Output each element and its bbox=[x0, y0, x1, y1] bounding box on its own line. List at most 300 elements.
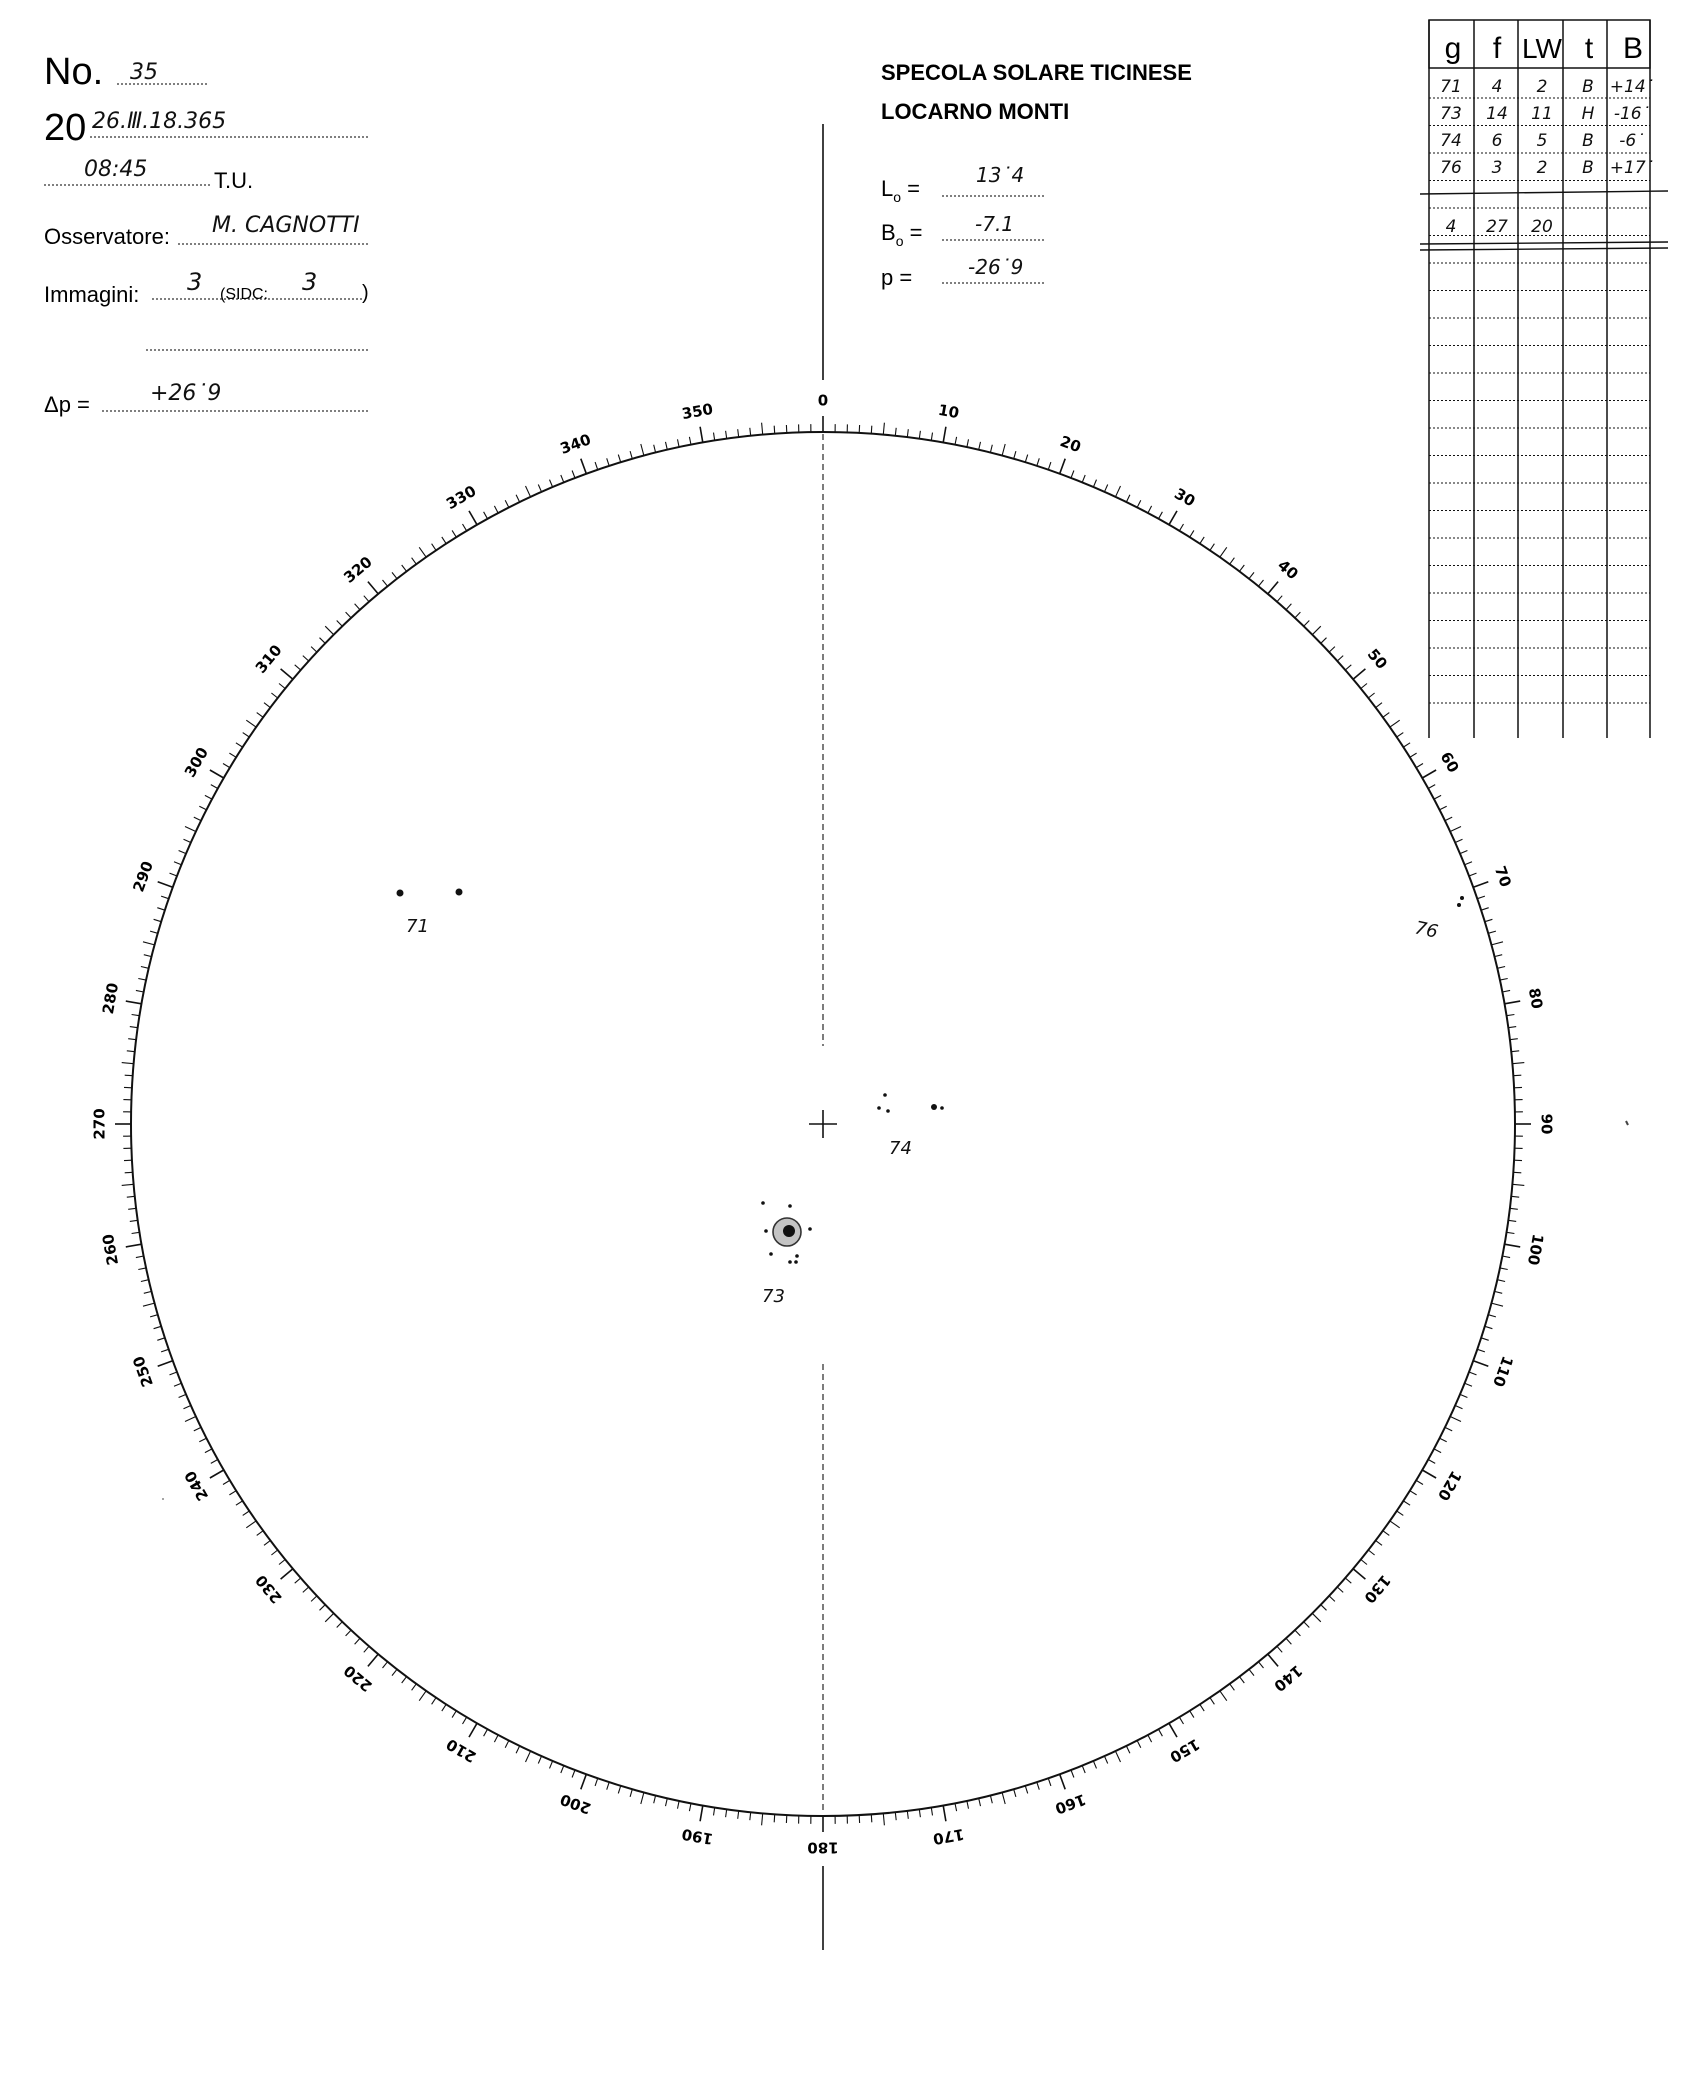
degree-tick bbox=[1513, 1075, 1521, 1076]
degree-tick bbox=[1230, 558, 1235, 565]
cell-f[interactable]: 6 bbox=[1491, 131, 1503, 151]
ephemeris bbox=[881, 163, 1045, 290]
degree-tick bbox=[1002, 1792, 1005, 1804]
degree-tick bbox=[236, 1501, 243, 1505]
degree-tick bbox=[1116, 486, 1121, 497]
degree-tick bbox=[1390, 1521, 1400, 1528]
cell-f[interactable]: 4 bbox=[1491, 77, 1503, 97]
sunspot bbox=[1457, 903, 1461, 907]
degree-tick bbox=[630, 1789, 632, 1797]
sunspot bbox=[788, 1204, 792, 1208]
degree-tick bbox=[1469, 873, 1477, 876]
degree-tick bbox=[1485, 1326, 1493, 1328]
degree-tick bbox=[1345, 665, 1351, 670]
degree-tick bbox=[666, 1798, 668, 1806]
sunspot bbox=[761, 1201, 765, 1205]
degree-tick bbox=[1510, 1208, 1518, 1209]
degree-tick bbox=[1494, 955, 1502, 957]
sunspot-group-73[interactable] bbox=[761, 1201, 812, 1307]
degree-tick bbox=[1105, 1756, 1108, 1763]
degree-tick bbox=[762, 423, 763, 435]
degree-tick bbox=[1321, 638, 1327, 644]
degree-tick bbox=[1376, 1541, 1382, 1546]
b0-value[interactable]: -7.1 bbox=[975, 212, 1015, 236]
degree-tick bbox=[1460, 1394, 1467, 1397]
degree-tick bbox=[185, 827, 196, 832]
degree-tick bbox=[174, 1383, 181, 1386]
degree-tick bbox=[143, 942, 155, 945]
degree-tick bbox=[1312, 626, 1321, 635]
degree-tick bbox=[774, 426, 775, 434]
degree-tick bbox=[550, 480, 553, 487]
degree-tick bbox=[1137, 1741, 1141, 1748]
degree-tick bbox=[1329, 1596, 1335, 1602]
degree-tick bbox=[125, 1075, 133, 1076]
sunspot bbox=[931, 1104, 937, 1110]
degree-tick bbox=[1093, 1761, 1096, 1768]
degree-tick bbox=[726, 431, 727, 439]
degree-tick bbox=[1071, 471, 1074, 479]
degree-tick bbox=[907, 1811, 908, 1819]
observation-form bbox=[44, 51, 369, 417]
degree-tick bbox=[205, 795, 212, 799]
degree-tick bbox=[364, 1646, 369, 1652]
header-g: g bbox=[1444, 32, 1462, 65]
degree-label: 170 bbox=[931, 1824, 966, 1849]
sunspot bbox=[877, 1106, 881, 1110]
degree-tick bbox=[774, 1814, 775, 1822]
group-label-74: 74 bbox=[889, 1138, 912, 1159]
degree-tick bbox=[990, 1795, 992, 1803]
degree-tick bbox=[1321, 1605, 1327, 1611]
degree-tick bbox=[158, 1361, 173, 1367]
images-label: Immagini: bbox=[44, 282, 140, 307]
degree-tick bbox=[264, 703, 270, 708]
degree-tick bbox=[469, 1723, 477, 1737]
degree-tick bbox=[1345, 1578, 1351, 1583]
degree-tick bbox=[1469, 1372, 1477, 1375]
header-b: B bbox=[1622, 32, 1644, 65]
degree-tick bbox=[392, 572, 397, 578]
degree-label: 210 bbox=[443, 1734, 480, 1767]
degree-tick bbox=[666, 442, 668, 450]
degree-tick bbox=[572, 471, 575, 479]
degree-tick bbox=[1126, 495, 1130, 502]
degree-tick bbox=[1440, 1438, 1447, 1442]
degree-tick bbox=[505, 500, 509, 507]
degree-tick bbox=[1450, 1417, 1461, 1422]
degree-tick bbox=[128, 1208, 136, 1209]
degree-tick bbox=[1071, 1770, 1074, 1778]
sunspot bbox=[886, 1109, 890, 1113]
degree-tick bbox=[320, 638, 326, 644]
degree-tick bbox=[463, 1717, 467, 1724]
degree-tick bbox=[355, 1638, 360, 1644]
b0-label: $B_o$ = bbox=[881, 220, 923, 249]
degree-tick bbox=[122, 1184, 134, 1185]
center-cross bbox=[809, 1110, 837, 1138]
degree-tick bbox=[1220, 547, 1227, 557]
degree-tick bbox=[1268, 1654, 1278, 1666]
degree-tick bbox=[1481, 908, 1489, 911]
degree-tick bbox=[157, 1338, 165, 1341]
cell-lw[interactable]: 5 bbox=[1536, 131, 1548, 151]
degree-tick bbox=[919, 1809, 920, 1817]
degree-tick bbox=[1455, 839, 1462, 842]
cell-b[interactable]: -16˙ bbox=[1613, 104, 1651, 124]
cell-g[interactable]: 76 bbox=[1440, 158, 1462, 178]
degree-tick bbox=[1450, 827, 1461, 832]
degree-tick bbox=[1082, 475, 1085, 482]
degree-tick bbox=[750, 428, 751, 436]
degree-tick bbox=[223, 1480, 230, 1484]
degree-label: 130 bbox=[1360, 1571, 1395, 1607]
degree-tick bbox=[1116, 1751, 1121, 1762]
degree-tick bbox=[1312, 1613, 1321, 1622]
cell-t[interactable]: B bbox=[1582, 131, 1594, 151]
degree-tick bbox=[325, 626, 334, 635]
degree-tick bbox=[311, 1596, 317, 1602]
degree-tick bbox=[346, 1630, 352, 1636]
degree-tick bbox=[246, 720, 256, 727]
degree-label: 140 bbox=[1270, 1661, 1306, 1696]
degree-tick bbox=[1025, 455, 1027, 463]
degree-tick bbox=[194, 1427, 201, 1431]
cell-f[interactable]: 3 bbox=[1491, 158, 1503, 178]
degree-tick bbox=[432, 544, 436, 551]
degree-tick bbox=[714, 1808, 715, 1816]
degree-tick bbox=[264, 1541, 270, 1546]
degree-tick bbox=[1295, 1630, 1301, 1636]
degree-tick bbox=[170, 1372, 178, 1375]
sidc-value[interactable]: 3 bbox=[302, 268, 318, 296]
degree-tick bbox=[279, 1560, 285, 1565]
degree-tick bbox=[538, 1756, 541, 1763]
degree-tick bbox=[1295, 612, 1301, 618]
degree-tick bbox=[654, 445, 656, 453]
observer-value[interactable]: M. CAGNOTTI bbox=[212, 213, 360, 238]
cell-g[interactable]: 71 bbox=[1440, 77, 1462, 97]
degree-tick bbox=[419, 547, 426, 557]
degree-label: 190 bbox=[680, 1824, 715, 1849]
degree-tick bbox=[883, 1813, 884, 1825]
degree-tick bbox=[581, 459, 587, 474]
degree-tick bbox=[1048, 1778, 1051, 1786]
degree-tick bbox=[484, 512, 488, 519]
degree-label: 180 bbox=[807, 1838, 839, 1857]
degree-tick bbox=[337, 1622, 343, 1628]
degree-tick bbox=[1502, 990, 1510, 992]
cell-t[interactable]: B bbox=[1582, 77, 1594, 97]
degree-tick bbox=[279, 684, 285, 689]
degree-tick bbox=[1434, 795, 1441, 799]
sunspot bbox=[808, 1227, 812, 1231]
degree-tick bbox=[1505, 1244, 1521, 1247]
degree-tick bbox=[1410, 1491, 1417, 1495]
degree-label: 80 bbox=[1524, 986, 1547, 1011]
degree-tick bbox=[1337, 1587, 1343, 1592]
degree-tick bbox=[1014, 451, 1016, 459]
stray-mark bbox=[1626, 1121, 1628, 1125]
total-lw[interactable]: 20 bbox=[1531, 217, 1553, 237]
degree-tick bbox=[126, 1001, 142, 1004]
degree-label: 150 bbox=[1166, 1734, 1203, 1767]
table-totals-row bbox=[1446, 217, 1553, 237]
degree-tick bbox=[127, 1051, 135, 1052]
degree-tick bbox=[1105, 485, 1108, 492]
number-label: No. bbox=[44, 51, 104, 93]
table-rules bbox=[1420, 20, 1668, 738]
degree-tick bbox=[1505, 1001, 1521, 1004]
sunspot-group-71[interactable] bbox=[397, 889, 463, 938]
degree-tick bbox=[561, 475, 564, 482]
degree-tick bbox=[1277, 596, 1282, 602]
group-label-76: 76 bbox=[1412, 917, 1440, 943]
cell-b[interactable]: +14˙ bbox=[1609, 77, 1655, 97]
cell-t[interactable]: B bbox=[1582, 158, 1594, 178]
degree-tick bbox=[895, 1812, 896, 1820]
degree-tick bbox=[1465, 862, 1472, 865]
degree-tick bbox=[990, 445, 992, 453]
degree-tick bbox=[1190, 1711, 1194, 1718]
degree-tick bbox=[1179, 1717, 1183, 1724]
degree-tick bbox=[1220, 1691, 1227, 1701]
degree-tick bbox=[895, 428, 896, 436]
sunspot bbox=[794, 1260, 798, 1264]
degree-tick bbox=[1240, 1677, 1245, 1683]
degree-tick bbox=[128, 1039, 136, 1040]
degree-tick bbox=[174, 862, 181, 865]
degree-tick bbox=[1093, 480, 1096, 487]
l0-value[interactable]: 13˙4 bbox=[976, 163, 1025, 187]
degree-tick bbox=[1511, 1051, 1519, 1052]
degree-tick bbox=[1368, 693, 1374, 698]
degree-tick bbox=[136, 1256, 144, 1258]
cell-lw[interactable]: 11 bbox=[1531, 104, 1553, 124]
degree-tick bbox=[1508, 1027, 1516, 1028]
degree-tick bbox=[871, 426, 872, 434]
degree-tick bbox=[223, 764, 230, 768]
degree-label: 70 bbox=[1490, 863, 1515, 890]
degree-label: 30 bbox=[1171, 484, 1199, 511]
degree-tick bbox=[1353, 669, 1365, 679]
degree-tick bbox=[1491, 942, 1503, 945]
degree-tick bbox=[144, 1291, 152, 1293]
degree-tick bbox=[1428, 1460, 1435, 1464]
cell-lw[interactable]: 2 bbox=[1536, 158, 1548, 178]
degree-tick bbox=[738, 1811, 739, 1819]
degree-tick bbox=[1190, 530, 1194, 537]
degree-tick bbox=[127, 1196, 135, 1197]
degree-tick bbox=[1410, 753, 1417, 757]
header-t: t bbox=[1584, 32, 1594, 65]
degree-tick bbox=[572, 1770, 575, 1778]
degree-tick bbox=[1383, 713, 1390, 718]
degree-tick bbox=[1390, 720, 1400, 727]
degree-tick bbox=[1037, 1782, 1040, 1790]
degree-label: 90 bbox=[1537, 1113, 1556, 1135]
degree-tick bbox=[1416, 764, 1423, 768]
degree-label: 0 bbox=[817, 391, 829, 410]
sunspot-group-76[interactable] bbox=[1413, 896, 1464, 943]
degree-tick bbox=[1159, 512, 1163, 519]
sunspot bbox=[940, 1106, 944, 1110]
degree-tick bbox=[1500, 979, 1508, 981]
total-spots[interactable]: 27 bbox=[1486, 217, 1508, 237]
degree-tick bbox=[1422, 770, 1436, 778]
cell-g[interactable]: 74 bbox=[1440, 131, 1462, 151]
degree-tick bbox=[469, 511, 477, 525]
cell-t[interactable]: H bbox=[1581, 104, 1595, 124]
sunspot-group-74[interactable] bbox=[877, 1093, 944, 1159]
degree-tick bbox=[1460, 851, 1467, 854]
degree-label: 340 bbox=[557, 430, 594, 458]
degree-tick bbox=[138, 979, 146, 981]
cell-lw[interactable]: 2 bbox=[1536, 77, 1548, 97]
degree-label: 290 bbox=[129, 858, 157, 895]
degree-tick bbox=[1376, 703, 1382, 708]
degree-tick bbox=[210, 1470, 224, 1478]
number-value[interactable]: 35 bbox=[130, 60, 158, 85]
degree-tick bbox=[484, 1729, 488, 1736]
degree-label: 250 bbox=[129, 1353, 157, 1390]
degree-tick bbox=[303, 656, 309, 661]
observatory-location: LOCARNO MONTI bbox=[881, 99, 1070, 124]
degree-tick bbox=[412, 1684, 417, 1691]
total-groups[interactable]: 4 bbox=[1445, 217, 1457, 237]
degree-label: 160 bbox=[1052, 1790, 1089, 1818]
degree-tick bbox=[271, 693, 277, 698]
degree-tick bbox=[618, 455, 620, 463]
degree-tick bbox=[1240, 565, 1245, 571]
images-value[interactable]: 3 bbox=[187, 268, 203, 296]
degree-tick bbox=[1494, 1291, 1502, 1293]
table-separator-rule bbox=[1420, 248, 1668, 250]
degree-tick bbox=[368, 1654, 378, 1666]
degree-tick bbox=[1159, 1729, 1163, 1736]
degree-tick bbox=[158, 882, 173, 888]
degree-tick bbox=[1512, 1063, 1524, 1064]
degree-tick bbox=[337, 621, 343, 627]
time-value[interactable]: 08:45 bbox=[84, 157, 148, 182]
degree-tick bbox=[161, 1349, 169, 1352]
degree-tick bbox=[1200, 1704, 1204, 1711]
sunspot bbox=[456, 889, 463, 896]
degree-tick bbox=[442, 1704, 446, 1711]
table-row bbox=[1440, 77, 1654, 97]
degree-tick bbox=[955, 1803, 957, 1811]
date-value[interactable]: 26.Ⅲ.18.365 bbox=[92, 109, 227, 134]
sidc-label: (SIDC: bbox=[220, 286, 268, 303]
table-row bbox=[1440, 131, 1645, 151]
degree-tick bbox=[1002, 444, 1005, 456]
degree-tick bbox=[607, 1782, 610, 1790]
observatory-name: SPECOLA SOLARE TICINESE bbox=[881, 60, 1192, 85]
degree-tick bbox=[1210, 544, 1214, 551]
degree-tick bbox=[185, 1417, 196, 1422]
p-value[interactable]: -26˙9 bbox=[968, 255, 1024, 279]
degree-tick bbox=[126, 1244, 142, 1247]
delta-p-label: Δp = bbox=[44, 392, 90, 417]
degree-tick bbox=[346, 612, 352, 618]
degree-tick bbox=[1455, 1406, 1462, 1409]
degree-label: 350 bbox=[680, 399, 715, 424]
degree-tick bbox=[184, 1406, 191, 1409]
degree-tick bbox=[1148, 506, 1152, 513]
solar-disk bbox=[91, 392, 1556, 1857]
degree-tick bbox=[607, 458, 610, 466]
degree-tick bbox=[143, 1303, 155, 1306]
degree-tick bbox=[179, 1394, 186, 1397]
sunspot bbox=[769, 1252, 773, 1256]
degree-tick bbox=[943, 1806, 946, 1822]
degree-tick bbox=[1169, 511, 1177, 525]
degree-tick bbox=[1082, 1766, 1085, 1773]
degree-tick bbox=[1491, 1303, 1503, 1306]
degree-tick bbox=[452, 1711, 456, 1718]
degree-tick bbox=[505, 1741, 509, 1748]
sunspot bbox=[883, 1093, 887, 1097]
degree-tick bbox=[132, 1232, 140, 1233]
sidc-close: ) bbox=[362, 282, 369, 304]
degree-tick bbox=[967, 439, 969, 447]
degree-tick bbox=[138, 1268, 146, 1270]
degree-tick bbox=[392, 1669, 397, 1675]
degree-tick bbox=[170, 873, 178, 876]
degree-tick bbox=[1353, 1569, 1365, 1579]
degree-tick bbox=[412, 558, 417, 565]
degree-tick bbox=[161, 896, 169, 899]
degree-tick bbox=[432, 1698, 436, 1705]
degree-tick bbox=[1230, 1684, 1235, 1691]
degree-tick bbox=[1488, 1315, 1496, 1317]
degree-tick bbox=[130, 1027, 138, 1028]
degree-tick bbox=[1445, 817, 1452, 821]
degree-tick bbox=[678, 439, 680, 447]
cell-g[interactable]: 73 bbox=[1440, 104, 1462, 124]
degree-label: 310 bbox=[251, 641, 286, 677]
degree-tick bbox=[125, 1172, 133, 1173]
cell-b[interactable]: +17˙ bbox=[1609, 158, 1655, 178]
degree-tick bbox=[132, 1015, 140, 1016]
sunspot bbox=[1460, 896, 1464, 900]
degree-tick bbox=[1368, 1550, 1374, 1555]
degree-tick bbox=[154, 1326, 162, 1328]
degree-tick bbox=[1473, 1361, 1488, 1367]
degree-label: 260 bbox=[98, 1232, 123, 1267]
degree-tick bbox=[630, 451, 632, 459]
degree-tick bbox=[1286, 1638, 1291, 1644]
stray-mark bbox=[162, 1498, 164, 1500]
cell-b[interactable]: -6˙ bbox=[1619, 131, 1645, 151]
degree-tick bbox=[194, 817, 201, 821]
group-label-73: 73 bbox=[762, 1286, 785, 1307]
cell-f[interactable]: 14 bbox=[1486, 104, 1508, 124]
degree-label: 20 bbox=[1057, 432, 1084, 457]
degree-tick bbox=[1477, 896, 1485, 899]
degree-tick bbox=[1286, 604, 1291, 610]
degree-tick bbox=[1249, 1669, 1254, 1675]
degree-tick bbox=[1304, 621, 1310, 627]
degree-tick bbox=[1060, 459, 1066, 474]
delta-p-value[interactable]: +26˙9 bbox=[150, 381, 222, 406]
degree-label: 230 bbox=[251, 1571, 286, 1607]
degree-tick bbox=[320, 1605, 326, 1611]
degree-tick bbox=[871, 1814, 872, 1822]
time-suffix: T.U. bbox=[214, 168, 254, 193]
degree-tick bbox=[1210, 1698, 1214, 1705]
degree-tick bbox=[1249, 572, 1254, 578]
